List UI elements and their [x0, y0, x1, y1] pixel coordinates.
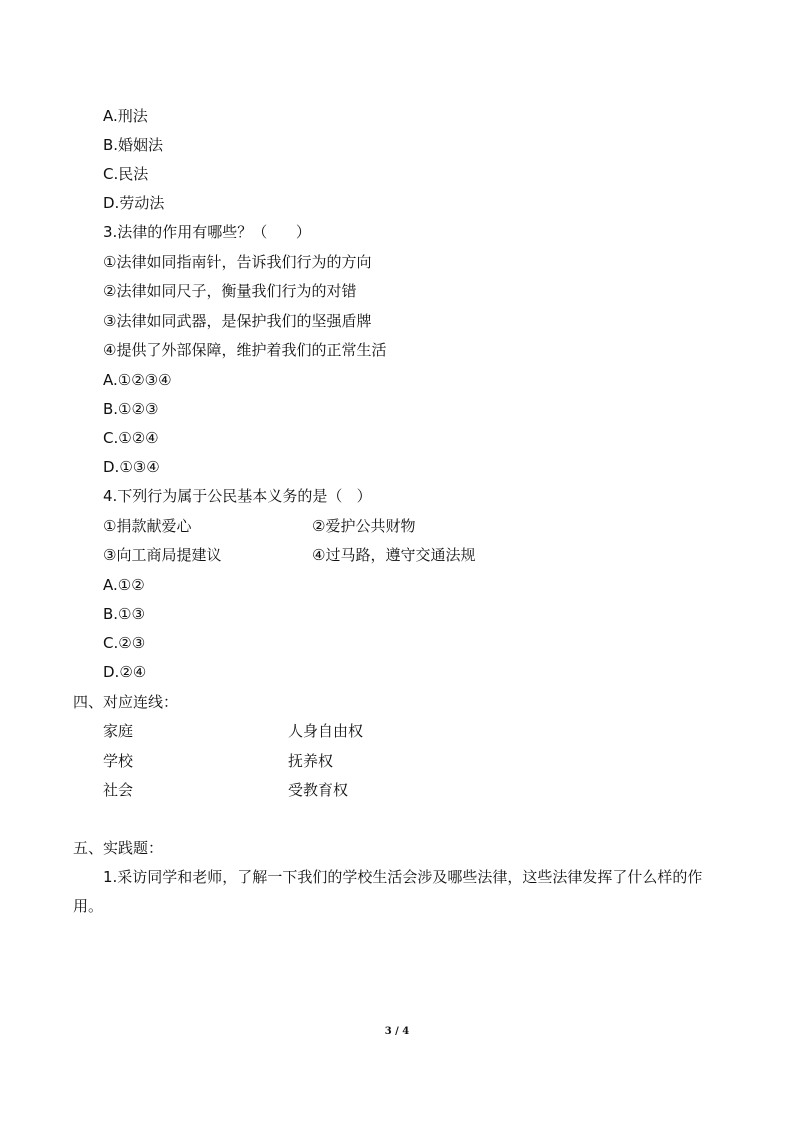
page-number: 3 / 4 — [384, 1026, 410, 1037]
q2-option-c: C.民法 — [103, 165, 149, 183]
q4-option-b: B.①③ — [103, 605, 145, 623]
q4-item-1: ①捐款献爱心 — [103, 517, 192, 535]
q4-option-a: A.①② — [103, 576, 145, 594]
q3-option-d: D.①③④ — [103, 458, 160, 476]
section-4-heading: 四、对应连线： — [73, 693, 179, 711]
q3-stem: 3.法律的作用有哪些？（ ） — [103, 223, 311, 241]
q4-item-3: ③向工商局提建议 — [103, 546, 222, 564]
match-right-3: 受教育权 — [288, 781, 349, 799]
q2-option-b: B.婚姻法 — [103, 136, 164, 154]
q3-item-3: ③法律如同武器，是保护我们的坚强盾牌 — [103, 312, 372, 330]
match-left-2: 学校 — [103, 752, 134, 770]
q4-option-c: C.②③ — [103, 634, 146, 652]
q2-option-d: D.劳动法 — [103, 194, 165, 212]
match-right-2: 抚养权 — [288, 752, 334, 770]
q4-stem: 4.下列行为属于公民基本义务的是（ ） — [103, 487, 372, 505]
q3-item-2: ②法律如同尺子，衡量我们行为的对错 — [103, 282, 357, 300]
section-5-question-1: 1.采访同学和老师，了解一下我们的学校生活会涉及哪些法律，这些法律发挥了什么样的作用。 — [73, 868, 703, 915]
q3-option-c: C.①②④ — [103, 429, 159, 447]
q3-option-b: B.①②③ — [103, 400, 159, 418]
q4-item-4: ④过马路，遵守交通法规 — [312, 546, 476, 564]
q4-option-d: D.②④ — [103, 663, 147, 681]
q4-item-2: ②爱护公共财物 — [312, 517, 416, 535]
match-left-3: 社会 — [103, 781, 134, 799]
q3-option-a: A.①②③④ — [103, 371, 172, 389]
section-5-heading: 五、实践题： — [73, 839, 164, 857]
match-left-1: 家庭 — [103, 722, 134, 740]
q3-item-1: ①法律如同指南针，告诉我们行为的方向 — [103, 253, 372, 271]
q3-item-4: ④提供了外部保障，维护着我们的正常生活 — [103, 341, 387, 359]
q2-option-a: A.刑法 — [103, 107, 148, 125]
match-right-1: 人身自由权 — [288, 722, 364, 740]
